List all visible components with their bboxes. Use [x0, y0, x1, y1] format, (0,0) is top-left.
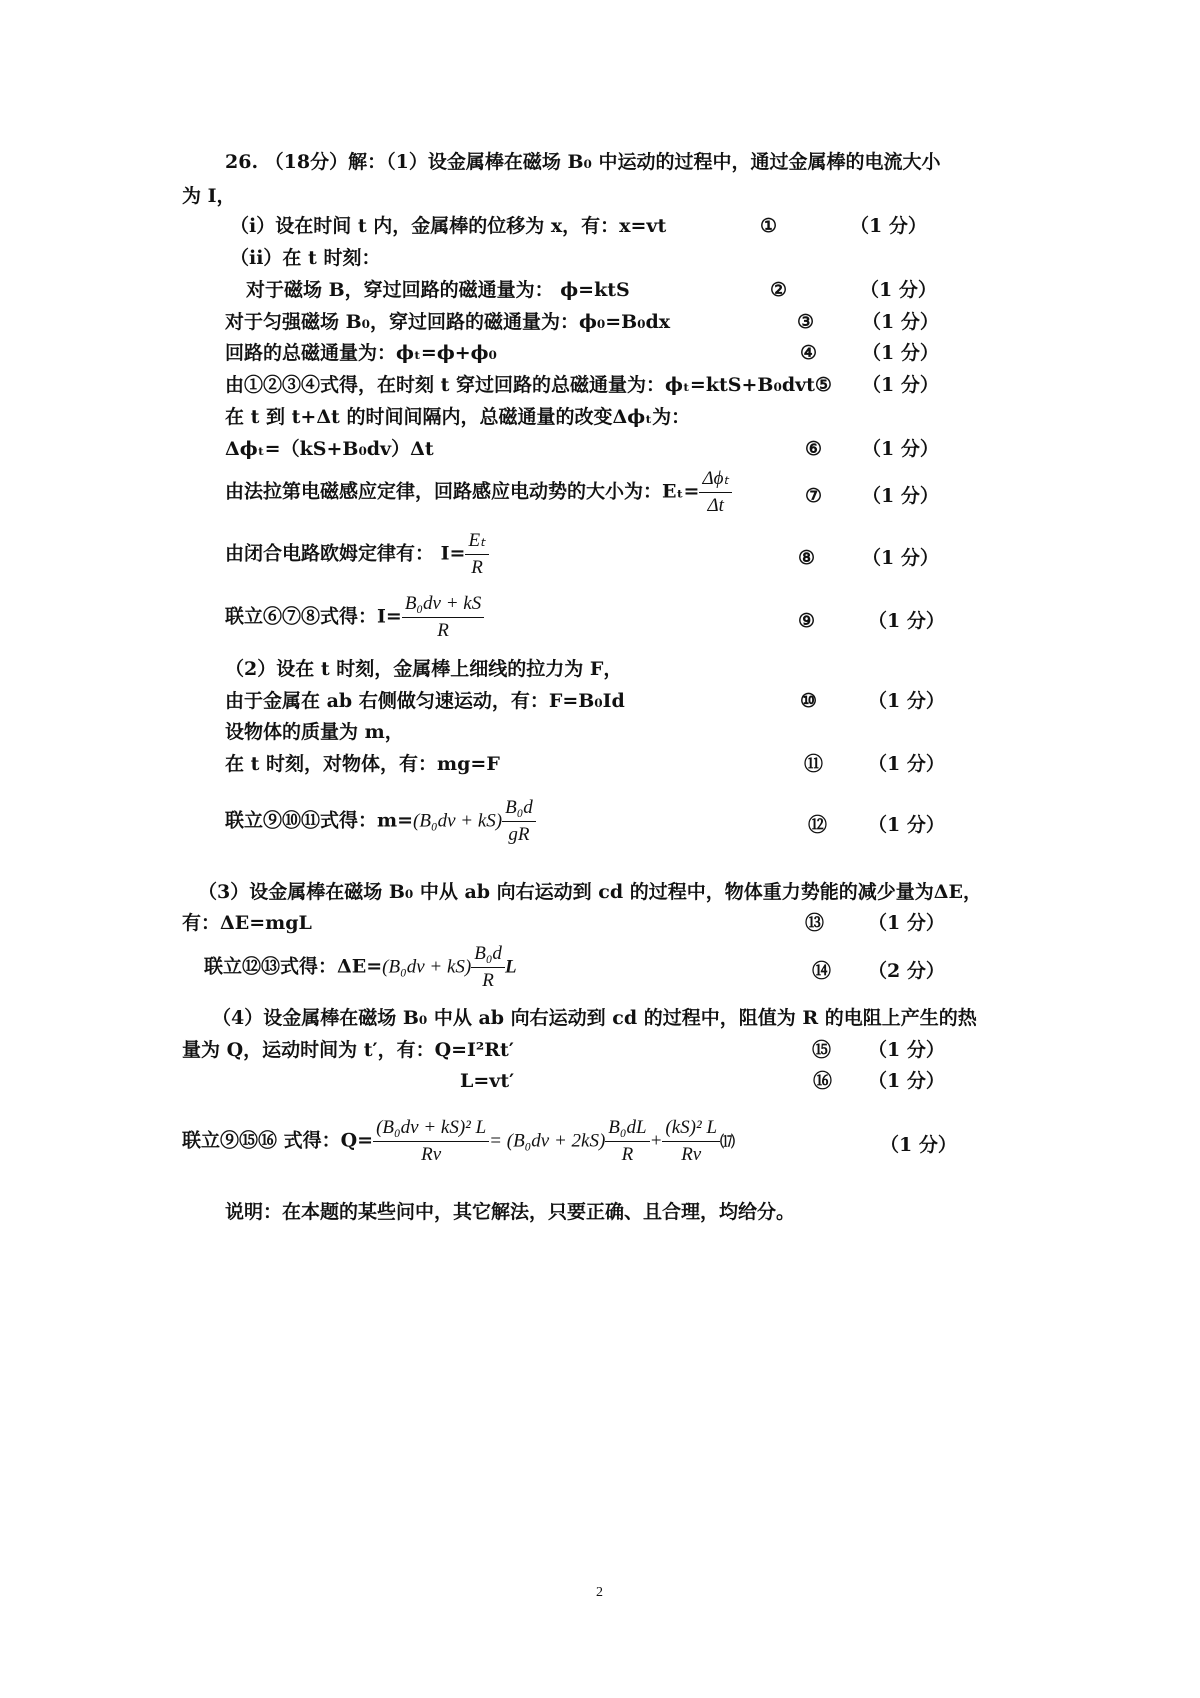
- denominator: R: [605, 1141, 649, 1168]
- equation-number: ⑮: [812, 1039, 832, 1061]
- text-line: 在 t 时刻，对物体，有：mg=F: [225, 753, 500, 775]
- fraction: [699, 466, 732, 519]
- text-line: 回路的总磁通量为：ϕₜ=ϕ+ϕ₀: [225, 342, 497, 364]
- equation-number: ⑬: [805, 912, 825, 934]
- numerator: Δϕₜ: [702, 468, 730, 489]
- page-number: 2: [596, 1585, 603, 1600]
- note-line: 说明：在本题的某些问中，其它解法，只要正确、且合理，均给分。: [225, 1201, 796, 1223]
- numerator: B₀d: [474, 943, 502, 964]
- fraction: [471, 941, 505, 994]
- text-line: 设物体的质量为 m，: [225, 721, 404, 743]
- score: （1 分）: [868, 1070, 945, 1092]
- math-term: +: [649, 1130, 663, 1152]
- text-line: [182, 1115, 735, 1168]
- score: （1 分）: [862, 547, 939, 569]
- score: （1 分）: [862, 311, 939, 333]
- text-line: （2）设在 t 时刻，金属棒上细线的拉力为 F，: [225, 658, 623, 680]
- equation-number: ⑫: [808, 814, 828, 836]
- text-line: [225, 591, 484, 644]
- numerator: (B₀dv + kS)² L: [376, 1117, 487, 1138]
- fraction: [605, 1115, 649, 1168]
- text-line: 为 I，: [182, 185, 236, 207]
- text-line: 由于金属在 ab 右侧做匀速运动，有：F=B₀Id: [225, 690, 625, 712]
- denominator: R: [471, 967, 505, 994]
- text-prefix: 联立⑨⑮⑯ 式得：Q=: [182, 1129, 374, 1152]
- denominator: Rv: [373, 1141, 489, 1168]
- equation-number: ⑦: [805, 485, 823, 507]
- text-line: [204, 941, 517, 994]
- text-line: （i）设在时间 t 内，金属棒的位移为 x，有：x=vt: [230, 215, 667, 237]
- text-prefix: 联立⑫⑬式得：ΔE=: [204, 955, 383, 978]
- fraction: [465, 528, 488, 581]
- equation-number: ④: [800, 342, 818, 364]
- denominator: R: [402, 617, 484, 644]
- equation-number: ⑧: [798, 547, 816, 569]
- denominator: Rv: [662, 1141, 720, 1168]
- math-term: = (B₀dv + 2kS): [489, 1130, 606, 1152]
- numerator: (kS)² L: [665, 1117, 718, 1138]
- equation-number: ⑪: [804, 753, 824, 775]
- equation-number: ⒄: [720, 1132, 736, 1151]
- text-line: [225, 528, 489, 581]
- denominator: Δt: [699, 492, 732, 519]
- numerator: B₀d: [505, 797, 533, 818]
- text-line: Δϕₜ=（kS+B₀dv）Δt: [225, 438, 434, 460]
- numerator: Eₜ: [468, 530, 486, 551]
- score: （1 分）: [862, 342, 939, 364]
- numerator: B₀dv + kS: [404, 593, 482, 614]
- text-prefix: 由法拉第电磁感应定律，回路感应电动势的大小为：Eₜ=: [225, 480, 700, 503]
- text-line: 由①②③④式得，在时刻 t 穿过回路的总磁通量为：ϕₜ=ktS+B₀dvt⑤: [225, 374, 832, 396]
- text-line: （4）设金属棒在磁场 B₀ 中从 ab 向右运动到 cd 的过程中，阻值为 R 的电阻上产生的热: [212, 1007, 977, 1029]
- equation-number: ⑯: [813, 1070, 833, 1092]
- score: （1 分）: [862, 438, 939, 460]
- text-prefix: 联立⑨⑩⑪式得：m=: [225, 809, 414, 832]
- text-line: 量为 Q，运动时间为 t′，有：Q=I²Rt′: [182, 1039, 514, 1061]
- score: （1 分）: [868, 610, 945, 632]
- text-line: [225, 466, 732, 519]
- score: （1 分）: [862, 374, 939, 396]
- score: （1 分）: [868, 753, 945, 775]
- score: （1 分）: [880, 1134, 957, 1156]
- fraction: [662, 1115, 720, 1168]
- text-line: 在 t 到 t+Δt 的时间间隔内，总磁通量的改变Δϕₜ为：: [225, 406, 691, 428]
- equation-number: ①: [760, 215, 778, 237]
- equation-number: ③: [797, 311, 815, 333]
- score: （2 分）: [868, 960, 945, 982]
- score: （1 分）: [868, 1039, 945, 1061]
- equation-number: ⑭: [812, 960, 832, 982]
- question-heading: 26. （18分）解：（1）设金属棒在磁场 B₀ 中运动的过程中，通过金属棒的电流大小: [225, 151, 941, 173]
- fraction: [373, 1115, 489, 1168]
- score: （1 分）: [860, 279, 937, 301]
- score: （1 分）: [868, 690, 945, 712]
- score: （1 分）: [868, 814, 945, 836]
- fraction: [502, 795, 536, 848]
- equation-number: ②: [770, 279, 788, 301]
- denominator: R: [465, 554, 488, 581]
- text-line: [225, 795, 536, 848]
- text-line: 对于磁场 B，穿过回路的磁通量为： ϕ=ktS: [246, 279, 630, 301]
- math-term: (B₀dv + kS): [413, 810, 503, 832]
- text-line: （ii）在 t 时刻：: [230, 247, 381, 269]
- numerator: B₀dL: [608, 1117, 647, 1138]
- math-term: L: [504, 956, 517, 978]
- text-prefix: 联立⑥⑦⑧式得：I=: [225, 605, 402, 628]
- equation-number: ⑩: [800, 690, 818, 712]
- text-line: L=vt′: [460, 1070, 515, 1092]
- text-line: 有：ΔE=mgL: [182, 912, 312, 934]
- denominator: gR: [502, 821, 536, 848]
- score: （1 分）: [850, 215, 927, 237]
- text-prefix: 由闭合电路欧姆定律有： I=: [225, 542, 466, 565]
- equation-number: ⑨: [798, 610, 816, 632]
- text-line: 对于匀强磁场 B₀，穿过回路的磁通量为：ϕ₀=B₀dx: [225, 311, 671, 333]
- score: （1 分）: [868, 912, 945, 934]
- fraction: [402, 591, 484, 644]
- math-term: (B₀dv + kS): [382, 956, 472, 978]
- text-line: （3）设金属棒在磁场 B₀ 中从 ab 向右运动到 cd 的过程中，物体重力势能的减少量为ΔE，: [198, 881, 982, 903]
- equation-number: ⑥: [805, 438, 823, 460]
- score: （1 分）: [862, 485, 939, 507]
